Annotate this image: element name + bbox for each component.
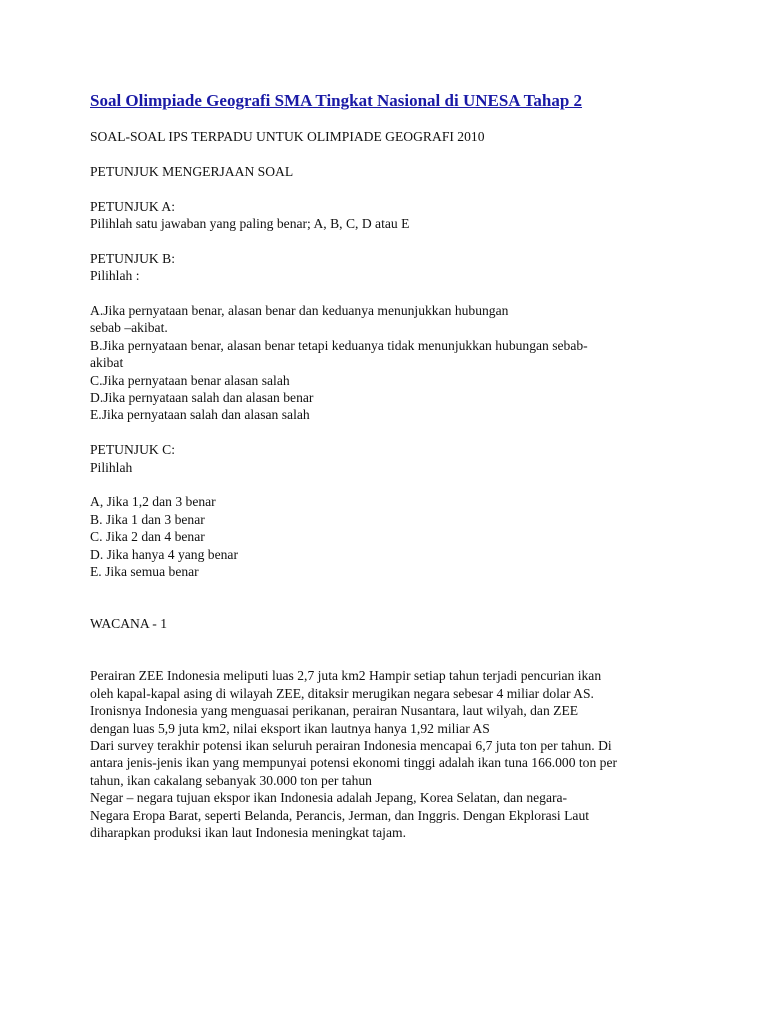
document-title-link[interactable]: Soal Olimpiade Geografi SMA Tingkat Nasional di UNESA Tahap 2 [90, 91, 583, 110]
petunjuk-c-option: C. Jika 2 dan 4 benar [90, 529, 205, 545]
petunjuk-b-heading: PETUNJUK B: [90, 250, 175, 266]
spacer [90, 598, 690, 615]
petunjuk-b-intro: Pilihlah : [90, 268, 140, 284]
petunjuk-b-option: D.Jika pernyataan salah dan alasan benar [90, 390, 314, 406]
spacer [90, 285, 690, 302]
wacana-line: Ironisnya Indonesia yang menguasai perikanan, perairan Nusantara, laut wilyah, dan ZEE [90, 703, 579, 719]
petunjuk-c-heading: PETUNJUK C: [90, 442, 175, 458]
wacana-line: dengan luas 5,9 juta km2, nilai eksport ikan lautnya hanya 1,92 miliar AS [90, 720, 490, 736]
petunjuk-b-option: A.Jika pernyataan benar, alasan benar dan keduanya menunjukkan hubungan [90, 303, 509, 318]
wacana-line: Negara Eropa Barat, seperti Belanda, Perancis, Jerman, dan Inggris. Dengan Ekplorasi Laut [90, 807, 590, 823]
petunjuk-c-option: E. Jika semua benar [90, 564, 199, 580]
document-subtitle: SOAL-SOAL IPS TERPADU UNTUK OLIMPIADE GEOGRAFI 2010 [90, 129, 485, 144]
wacana-heading: WACANA - 1 [90, 616, 168, 632]
spacer [90, 180, 690, 197]
petunjuk-c-option: D. Jika hanya 4 yang benar [90, 546, 238, 562]
spacer [90, 424, 690, 441]
spacer [90, 476, 690, 493]
petunjuk-b-option: sebab –akibat. [90, 320, 168, 336]
petunjuk-c-option: A, Jika 1,2 dan 3 benar [90, 494, 216, 510]
petunjuk-b-option: C.Jika pernyataan benar alasan salah [90, 372, 290, 388]
wacana-line: Negar – negara tujuan ekspor ikan Indonesia adalah Jepang, Korea Selatan, dan negara- [90, 790, 568, 806]
document-page [90, 91, 690, 842]
spacer [90, 580, 690, 597]
spacer [90, 145, 690, 162]
wacana-line: antara jenis-jenis ikan yang mempunyai potensi ekonomi tinggi adalah ikan tuna 166.000 ton per [90, 755, 618, 771]
petunjuk-c-intro: Pilihlah [90, 459, 133, 475]
spacer [90, 232, 690, 249]
petunjuk-b-option: B.Jika pernyataan benar, alasan benar tetapi keduanya tidak menunjukkan hubungan sebab- [90, 337, 588, 353]
petunjuk-c-option: B. Jika 1 dan 3 benar [90, 511, 205, 527]
wacana-line: tahun, ikan cakalang sebanyak 30.000 ton per tahun [90, 772, 372, 788]
wacana-line: diharapkan produksi ikan laut Indonesia meningkat tajam. [90, 825, 406, 841]
spacer [90, 650, 690, 667]
petunjuk-a-heading: PETUNJUK A: [90, 198, 175, 214]
petunjuk-b-option: E.Jika pernyataan salah dan alasan salah [90, 407, 310, 423]
wacana-line: oleh kapal-kapal asing di wilayah ZEE, ditaksir merugikan negara sebesar 4 miliar dolar AS. [90, 685, 594, 701]
petunjuk-a-text: Pilihlah satu jawaban yang paling benar; A, B, C, D atau E [90, 216, 410, 231]
petunjuk-b-option: akibat [90, 355, 124, 371]
wacana-line: Dari survey terakhir potensi ikan seluruh perairan Indonesia mencapai 6,7 juta ton per tahun. Di [90, 738, 612, 754]
wacana-line: Perairan ZEE Indonesia meliputi luas 2,7 juta km2 Hampir setiap tahun terjadi pencurian ikan [90, 668, 602, 684]
instructions-heading: PETUNJUK MENGERJAAN SOAL [90, 163, 294, 179]
spacer [90, 633, 690, 650]
